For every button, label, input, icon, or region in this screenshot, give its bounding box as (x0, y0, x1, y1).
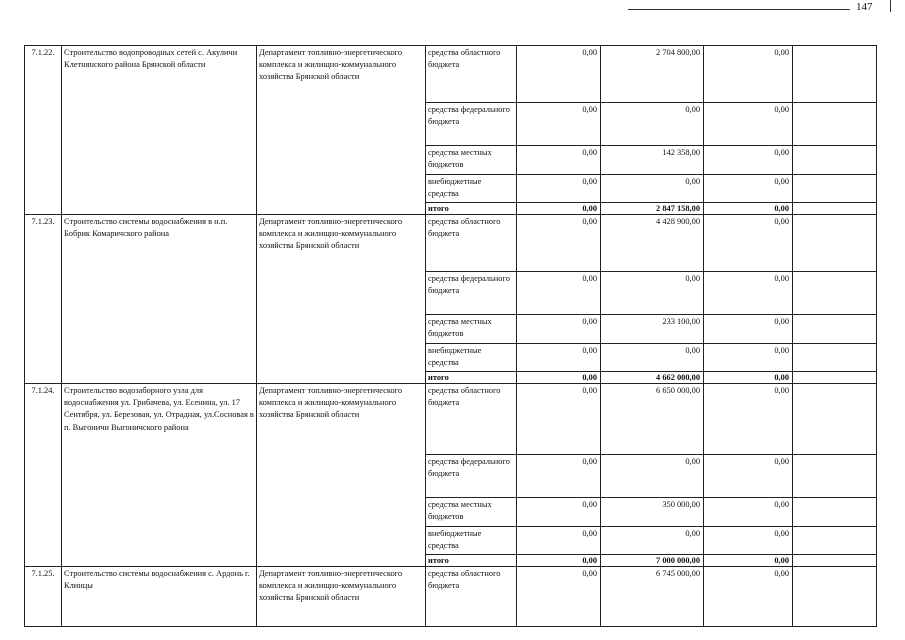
value-col1: 0,00 (517, 272, 601, 315)
value-col2: 6 650 000,00 (601, 384, 704, 455)
funding-source: внебюджетные средства (426, 344, 517, 372)
total-col3: 0,00 (704, 555, 793, 567)
value-col2: 0,00 (601, 175, 704, 203)
value-col3: 0,00 (704, 272, 793, 315)
value-col2: 6 745 000,00 (601, 567, 704, 627)
table-row (25, 384, 877, 455)
value-col1: 0,00 (517, 527, 601, 555)
project-executor: Департамент топливно-энергетического комплекса и жилищно-коммунального хозяйства Брянской области (257, 384, 426, 567)
value-col2: 2 704 800,00 (601, 46, 704, 103)
total-col1: 0,00 (517, 555, 601, 567)
empty-cell (793, 272, 877, 315)
total-col3: 0,00 (704, 372, 793, 384)
empty-cell (793, 46, 877, 103)
value-col1: 0,00 (517, 146, 601, 175)
empty-cell (793, 203, 877, 215)
budget-table (24, 45, 877, 627)
value-col1: 0,00 (517, 175, 601, 203)
top-tick (890, 0, 891, 12)
empty-cell (793, 372, 877, 384)
total-col3: 0,00 (704, 203, 793, 215)
value-col1: 0,00 (517, 103, 601, 146)
value-col3: 0,00 (704, 527, 793, 555)
value-col2: 0,00 (601, 272, 704, 315)
value-col3: 0,00 (704, 455, 793, 498)
total-col2: 4 662 000,00 (601, 372, 704, 384)
value-col2: 350 000,00 (601, 498, 704, 527)
empty-cell (793, 344, 877, 372)
value-col1: 0,00 (517, 567, 601, 627)
funding-source: средства местных бюджетов (426, 498, 517, 527)
value-col3: 0,00 (704, 146, 793, 175)
table-row (25, 567, 877, 627)
value-col2: 0,00 (601, 455, 704, 498)
value-col3: 0,00 (704, 344, 793, 372)
empty-cell (793, 215, 877, 272)
total-col1: 0,00 (517, 372, 601, 384)
project-name: Строительство системы водоснабжения в н.п. Бобрик Комаричского района (62, 215, 257, 384)
value-col2: 142 358,00 (601, 146, 704, 175)
project-executor: Департамент топливно-энергетического комплекса и жилищно-коммунального хозяйства Брянской области (257, 215, 426, 384)
empty-cell (793, 567, 877, 627)
funding-source: средства федерального бюджета (426, 455, 517, 498)
funding-source: средства федерального бюджета (426, 272, 517, 315)
empty-cell (793, 455, 877, 498)
value-col1: 0,00 (517, 315, 601, 344)
funding-source: средства областного бюджета (426, 567, 517, 627)
value-col2: 0,00 (601, 527, 704, 555)
total-col2: 2 847 158,00 (601, 203, 704, 215)
empty-cell (793, 175, 877, 203)
funding-source: внебюджетные средства (426, 527, 517, 555)
empty-cell (793, 103, 877, 146)
funding-source: средства местных бюджетов (426, 315, 517, 344)
project-executor: Департамент топливно-энергетического комплекса и жилищно-коммунального хозяйства Брянской области (257, 46, 426, 215)
value-col2: 4 428 900,00 (601, 215, 704, 272)
empty-cell (793, 555, 877, 567)
table-row (25, 46, 877, 103)
total-label: итого (426, 203, 517, 215)
value-col1: 0,00 (517, 46, 601, 103)
value-col3: 0,00 (704, 215, 793, 272)
value-col1: 0,00 (517, 344, 601, 372)
project-executor: Департамент топливно-энергетического комплекса и жилищно-коммунального хозяйства Брянской области (257, 567, 426, 627)
project-code: 7.1.24. (25, 384, 62, 567)
value-col3: 0,00 (704, 103, 793, 146)
empty-cell (793, 527, 877, 555)
value-col3: 0,00 (704, 175, 793, 203)
table-row (25, 215, 877, 272)
project-name: Строительство водопроводных сетей с. Акуличи Клетнянского района Брянской области (62, 46, 257, 215)
project-code: 7.1.23. (25, 215, 62, 384)
funding-source: средства областного бюджета (426, 384, 517, 455)
empty-cell (793, 315, 877, 344)
empty-cell (793, 384, 877, 455)
page-number: 147 (856, 1, 873, 13)
value-col3: 0,00 (704, 567, 793, 627)
value-col2: 0,00 (601, 344, 704, 372)
empty-cell (793, 498, 877, 527)
total-label: итого (426, 372, 517, 384)
value-col2: 233 100,00 (601, 315, 704, 344)
project-code: 7.1.22. (25, 46, 62, 215)
value-col3: 0,00 (704, 384, 793, 455)
funding-source: внебюджетные средства (426, 175, 517, 203)
value-col3: 0,00 (704, 315, 793, 344)
project-code: 7.1.25. (25, 567, 62, 627)
empty-cell (793, 146, 877, 175)
funding-source: средства местных бюджетов (426, 146, 517, 175)
value-col3: 0,00 (704, 46, 793, 103)
funding-source: средства областного бюджета (426, 215, 517, 272)
funding-source: средства федерального бюджета (426, 103, 517, 146)
value-col1: 0,00 (517, 384, 601, 455)
project-name: Строительство системы водоснабжения с. Ардонь г. Клинцы (62, 567, 257, 627)
value-col3: 0,00 (704, 498, 793, 527)
funding-source: средства областного бюджета (426, 46, 517, 103)
total-col2: 7 000 000,00 (601, 555, 704, 567)
value-col1: 0,00 (517, 455, 601, 498)
value-col1: 0,00 (517, 498, 601, 527)
total-col1: 0,00 (517, 203, 601, 215)
top-rule (628, 9, 850, 10)
project-name: Строительство водозаборного узла для водоснабжения ул. Грибачева, ул. Есенина, ул. 17 Сентября, ул. Березовая, ул. Отрадная, ул.Сосновая в п. Выгоничи Выгоничского района (62, 384, 257, 567)
total-label: итого (426, 555, 517, 567)
value-col2: 0,00 (601, 103, 704, 146)
value-col1: 0,00 (517, 215, 601, 272)
